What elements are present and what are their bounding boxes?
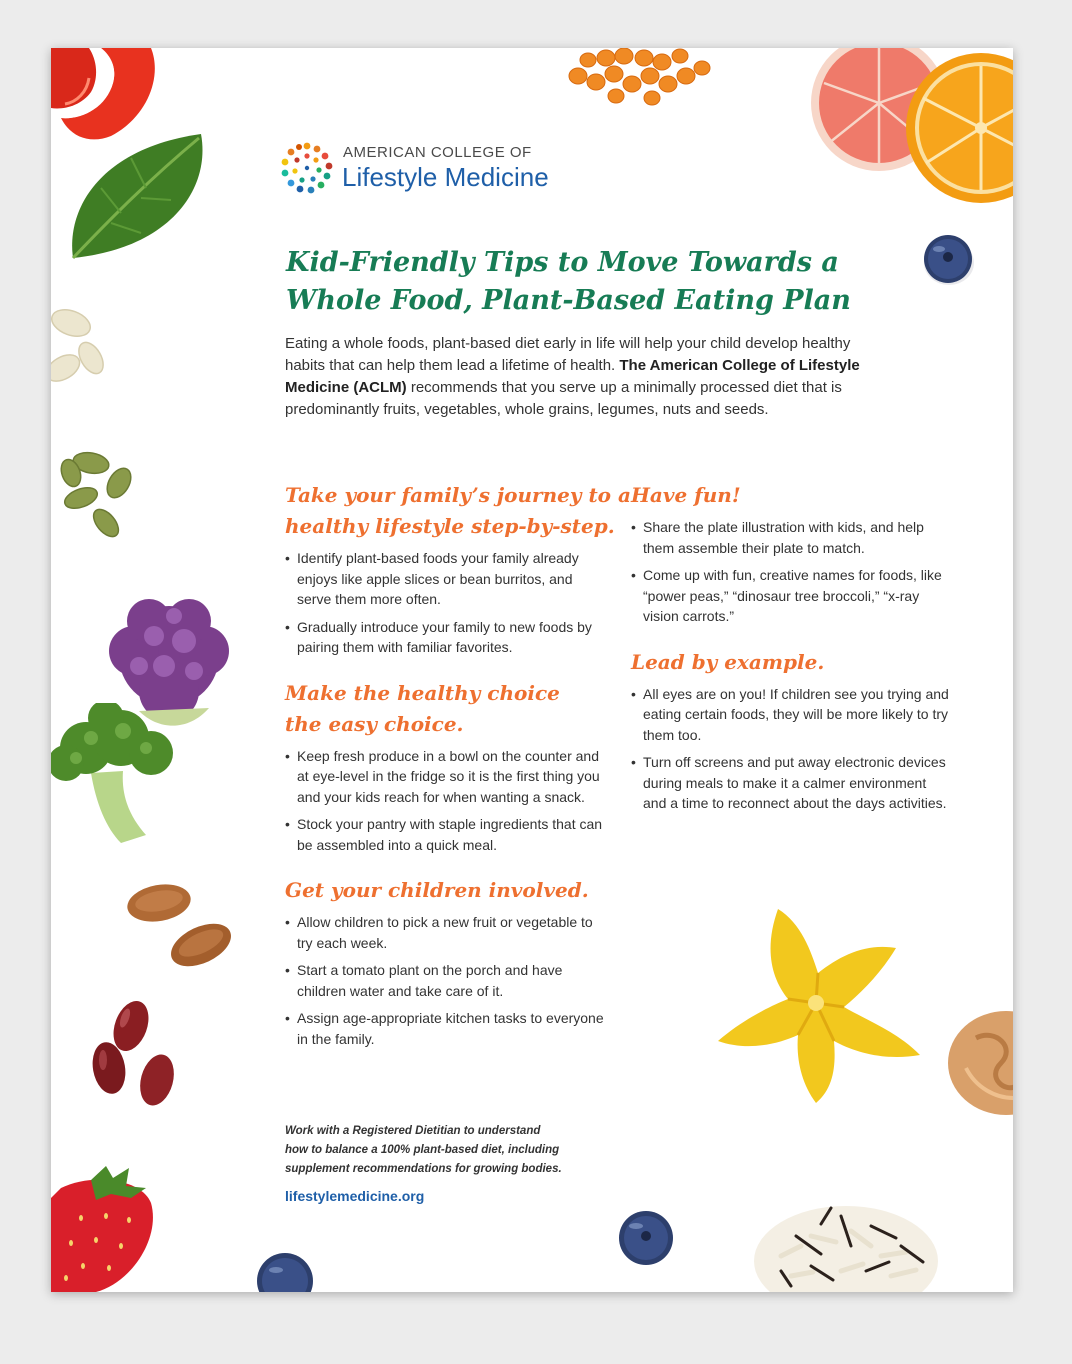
blueberry-image	[921, 233, 977, 287]
aclm-logo	[279, 140, 599, 196]
blueberry-image	[254, 1250, 316, 1292]
tip-item: • Keep fresh produce in a bowl on the counter and at eye-level in the fridge so it is the first thing you and your kids reach for when wanting a snack.	[285, 746, 605, 808]
section-heading	[285, 678, 605, 740]
orange-slice-image	[901, 48, 1013, 213]
tip-item: • Start a tomato plant on the porch and have children water and take care of it.	[285, 960, 605, 1001]
logo-text-line1: AMERICAN COLLEGE OF	[343, 144, 532, 161]
peanut-butter-image	[946, 1008, 1013, 1118]
note-line3: supplement recommendations for growing bodies.	[285, 1163, 562, 1175]
section-easy-choice	[285, 678, 605, 856]
pumpkin-seeds-image	[51, 298, 141, 548]
section-heading-line1: Make the healthy choice	[285, 680, 560, 705]
title-line2: Whole Food, Plant-Based Eating Plan	[286, 285, 851, 316]
section-heading-line1: Get your children involved.	[285, 878, 589, 902]
section-heading-line2: the easy choice.	[285, 711, 464, 736]
spinach-leaf-image	[61, 128, 211, 268]
page-title	[286, 244, 851, 320]
tip-item: • Come up with fun, creative names for foods, like “power peas,” “dinosaur tree broccoli,” “x-ray vision carrots.”	[631, 565, 951, 627]
tip-item: • Identify plant-based foods your family already enjoys like apple slices or bean burritos, and serve them more often.	[285, 548, 605, 610]
section-have-fun	[631, 480, 951, 627]
tip-item: • Share the plate illustration with kids, and help them assemble their plate to match.	[631, 517, 951, 558]
tip-list	[631, 684, 951, 814]
tip-item: • Turn off screens and put away electronic devices during meals to make it a calmer environment and a time to reconnect about the days activities.	[631, 752, 951, 814]
broccoli-image	[51, 703, 176, 853]
star-fruit-image	[706, 903, 931, 1108]
tip-item: • Assign age-appropriate kitchen tasks to everyone in the family.	[285, 1008, 605, 1049]
intro-paragraph	[285, 333, 885, 421]
left-column	[285, 480, 631, 1069]
intro-text-before: Eating a whole foods, plant-based diet early in life will help your child develop healthy habits that can help them lead a lifetime of health.	[285, 335, 851, 374]
tip-item: • All eyes are on you! If children see you trying and eating certain foods, they will be more likely to try them too.	[631, 684, 951, 746]
flyer-page	[51, 48, 1013, 1292]
note-line2: how to balance a 100% plant-based diet, including	[285, 1144, 560, 1156]
section-heading-line1: Have fun!	[631, 483, 741, 507]
section-lead-by-example	[631, 647, 951, 814]
kidney-beans-image	[81, 998, 191, 1118]
title-line1: Kid-Friendly Tips to Move Towards a	[286, 247, 839, 278]
section-heading	[631, 647, 951, 678]
intro-text-after: recommends that you serve up a minimally processed diet that is predominantly fruits, vegetables, whole grains, legumes, nuts and seeds.	[285, 379, 842, 418]
tip-list	[285, 912, 605, 1049]
section-heading-line1: Take your family’s journey to a	[285, 483, 631, 507]
section-step-by-step	[285, 480, 631, 658]
tip-item: • Stock your pantry with staple ingredients that can be assembled into a quick meal.	[285, 814, 605, 855]
logo-text-line2: Lifestyle Medicine	[342, 162, 549, 192]
dietitian-note	[285, 1122, 605, 1179]
section-heading	[285, 875, 605, 906]
right-column	[631, 480, 951, 834]
tip-item: • Gradually introduce your family to new foods by pairing them with familiar favorites.	[285, 617, 605, 658]
strawberry-image	[51, 1158, 161, 1292]
wild-rice-image	[751, 1176, 941, 1292]
section-heading	[631, 480, 951, 511]
tip-list	[285, 746, 605, 856]
section-heading	[285, 480, 631, 542]
blueberry-image	[616, 1208, 676, 1268]
section-heading-line2: healthy lifestyle step-by-step.	[285, 514, 615, 538]
tip-list	[631, 517, 951, 627]
tip-list	[285, 548, 605, 658]
lentils-image	[566, 48, 711, 108]
logo-dots-icon	[279, 140, 335, 196]
section-heading-line1: Lead by example.	[631, 649, 825, 674]
intro-text-bold: The American College of Lifestyle Medicine (ACLM)	[285, 357, 860, 396]
almonds-image	[121, 873, 251, 983]
website-link[interactable]: lifestylemedicine.org	[285, 1188, 425, 1204]
tip-item: • Allow children to pick a new fruit or vegetable to try each week.	[285, 912, 605, 953]
note-line1: Work with a Registered Dietitian to understand	[285, 1125, 541, 1137]
section-children-involved	[285, 875, 605, 1049]
